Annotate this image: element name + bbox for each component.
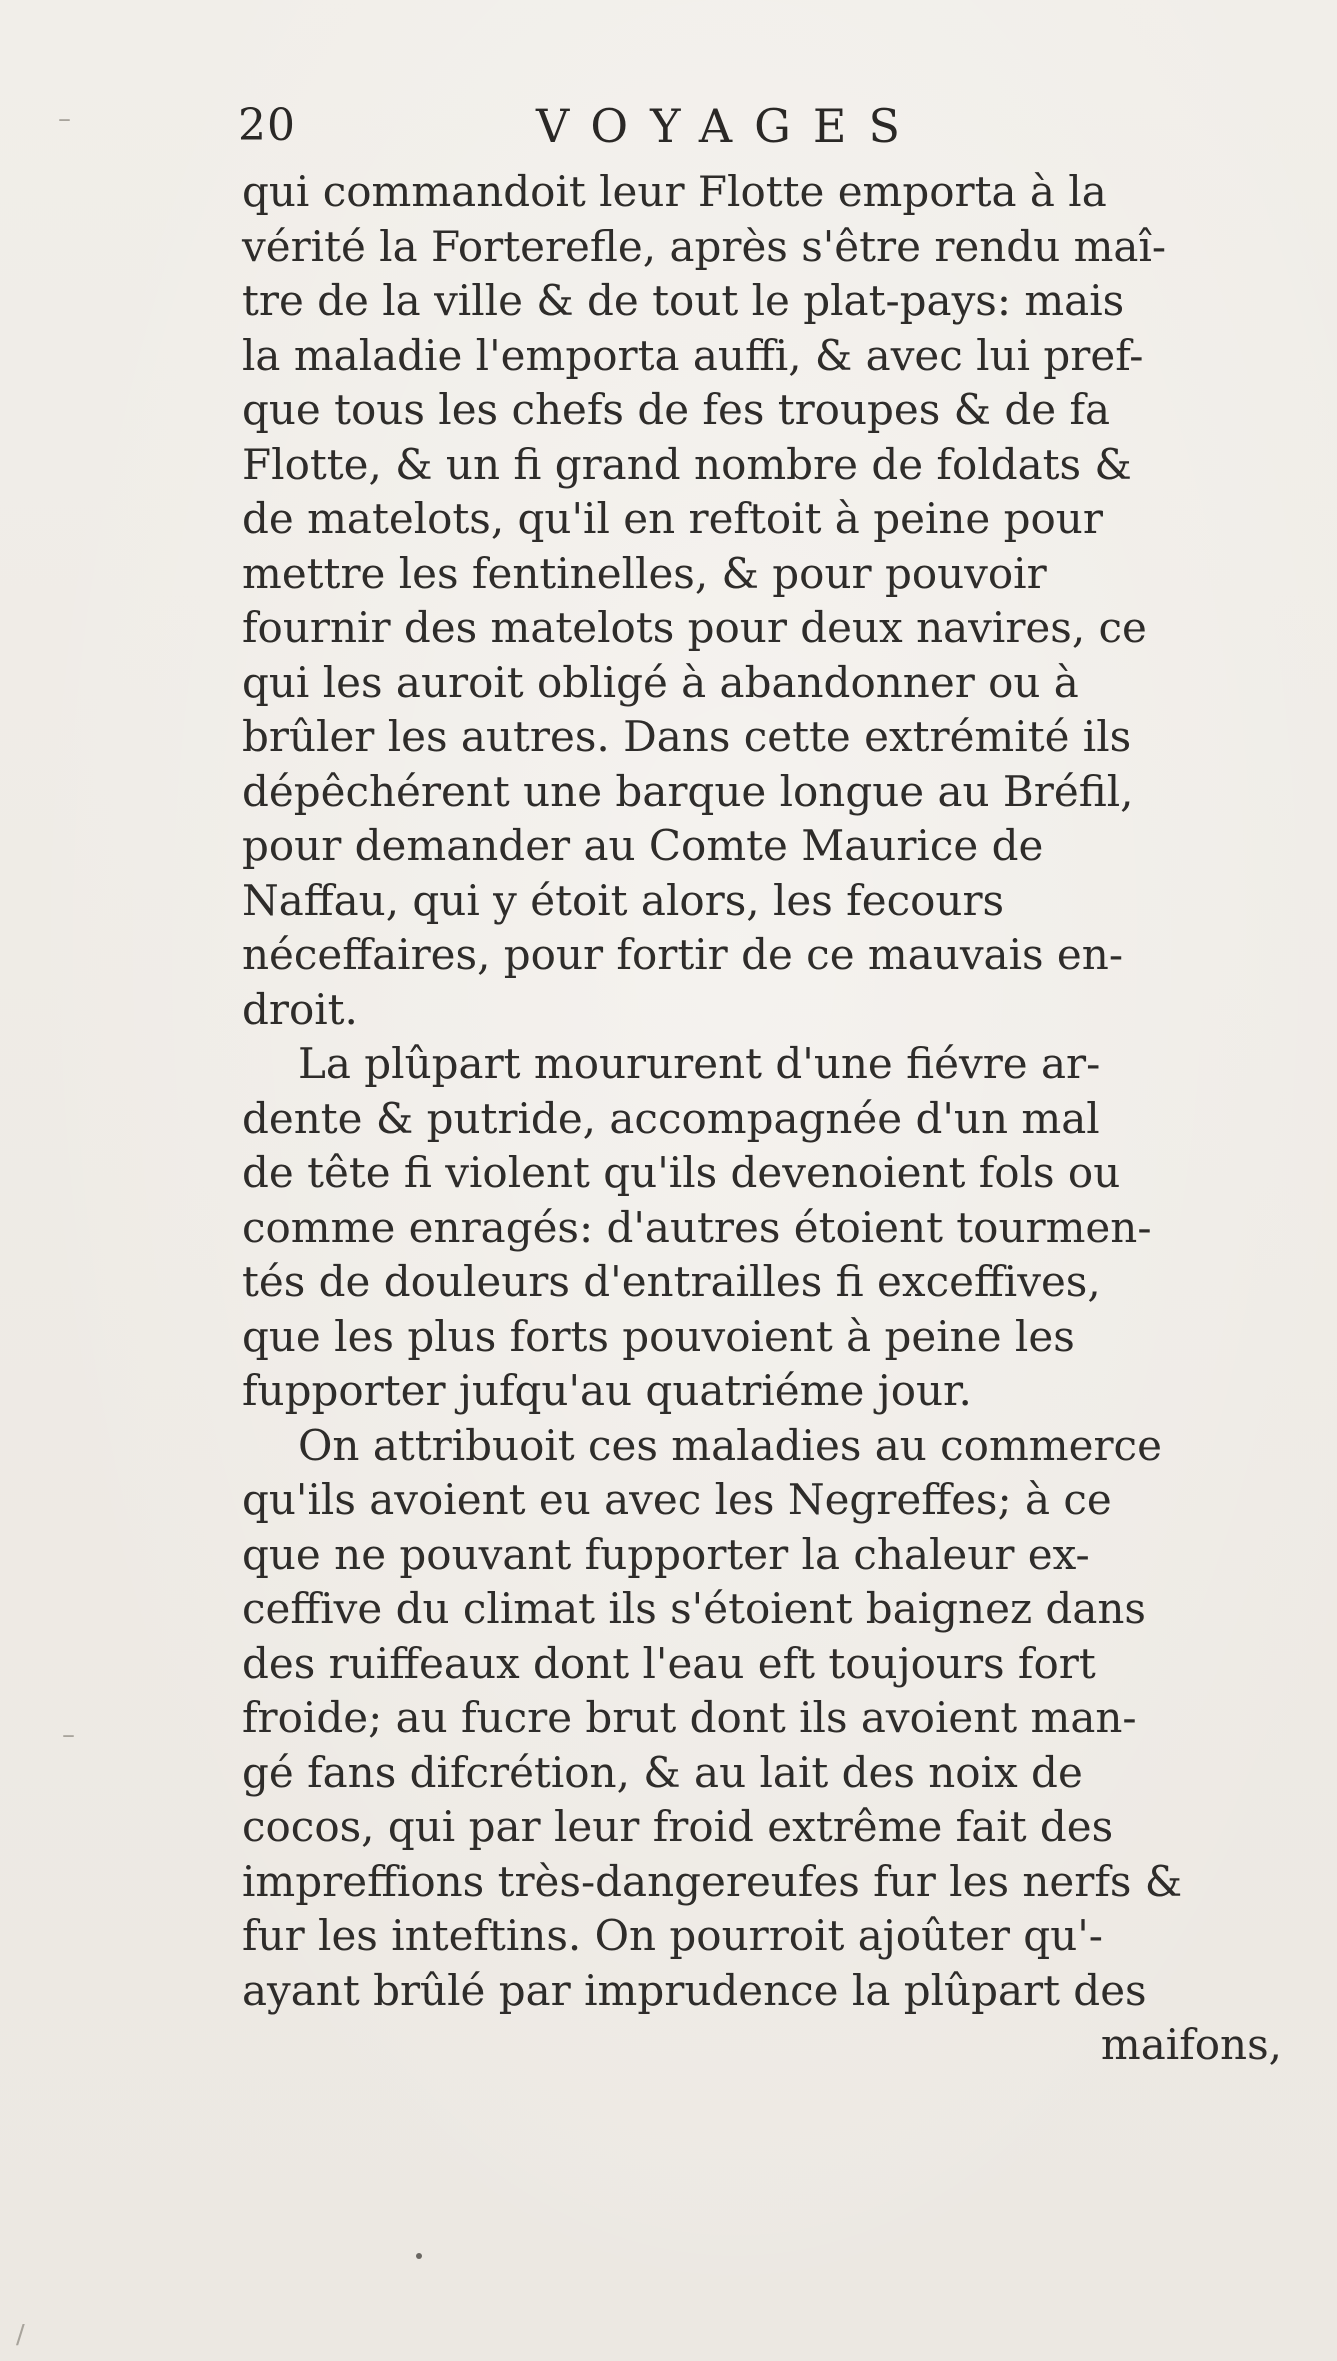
text-line: ayant brûlé par imprudence la plûpart des	[242, 1965, 1147, 2015]
text-line: Flotte, & un fi grand nombre de foldats &	[242, 439, 1132, 489]
text-line: droit.	[242, 984, 358, 1034]
running-head: VOYAGES	[536, 99, 922, 153]
text-line: Naffau, qui y étoit alors, les fecours	[242, 875, 1005, 925]
body-text	[242, 165, 1282, 2073]
page-header	[238, 96, 938, 156]
text-line: cocos, qui par leur froid extrême fait des	[242, 1802, 1114, 1851]
catchword: maifons,	[1100, 2020, 1282, 2069]
text-line: néceffaires, pour fortir de ce mauvais en-	[242, 930, 1124, 979]
text-line: tés de douleurs d'entrailles fi exceffives,	[242, 1257, 1101, 1306]
paragraph-start-line: La plûpart moururent d'une fiévre ar-	[298, 1039, 1101, 1088]
text-line: qu'ils avoient eu avec les Negreffes; à ce	[242, 1475, 1112, 1524]
text-line: que ne pouvant fupporter la chaleur ex-	[242, 1529, 1090, 1579]
paper-edge-mark: –	[62, 1720, 75, 1750]
text-line: fur les inteftins. On pourroit ajoûter qu'-	[242, 1911, 1103, 1960]
text-line: de tête fi violent qu'ils devenoient fols ou	[242, 1148, 1121, 1197]
text-line: gé fans difcrétion, & au lait des noix de	[242, 1747, 1083, 1797]
text-line: que les plus forts pouvoient à peine les	[242, 1311, 1075, 1361]
text-line: que tous les chefs de fes troupes & de fa	[242, 385, 1111, 434]
text-line: brûler les autres. Dans cette extrémité ils	[242, 712, 1132, 761]
text-line: mettre les fentinelles, & pour pouvoir	[242, 548, 1047, 598]
text-line: comme enragés: d'autres étoient tourmen-	[242, 1202, 1152, 1252]
page-number: 20	[238, 100, 296, 151]
text-line: ceffive du climat ils s'étoient baignez dans	[242, 1584, 1146, 1633]
text-line: de matelots, qu'il en reftoit à peine pour	[242, 494, 1103, 543]
paragraph-start-line: On attribuoit ces maladies au commerce	[298, 1420, 1162, 1470]
text-line: dépêchérent une barque longue au Bréfil,	[242, 766, 1134, 816]
text-line: la maladie l'emporta auffi, & avec lui pref-	[242, 330, 1144, 380]
text-line: dente & putride, accompagnée d'un mal	[242, 1093, 1100, 1143]
text-line: impreffions très-dangereufes fur les nerfs &	[242, 1856, 1183, 1906]
text-line: froide; au fucre brut dont ils avoient man-	[242, 1693, 1137, 1742]
text-line: tre de la ville & de tout le plat-pays: mais	[242, 276, 1125, 325]
text-line: fupporter jufqu'au quatriéme jour.	[242, 1366, 972, 1415]
text-line: vérité la Forterefle, après s'être rendu maî-	[242, 221, 1167, 271]
text-line: des ruiffeaux dont l'eau eft toujours fort	[242, 1638, 1096, 1688]
text-line: qui commandoit leur Flotte emporta à la	[242, 167, 1107, 216]
text-line: fournir des matelots pour deux navires, ce	[242, 603, 1147, 652]
paper-edge-mark: –	[58, 104, 71, 134]
paper-speck	[416, 2253, 422, 2259]
text-line: qui les auroit obligé à abandonner ou à	[242, 657, 1079, 707]
paper-edge-mark: /	[16, 2320, 25, 2350]
text-line: pour demander au Comte Maurice de	[242, 821, 1044, 870]
